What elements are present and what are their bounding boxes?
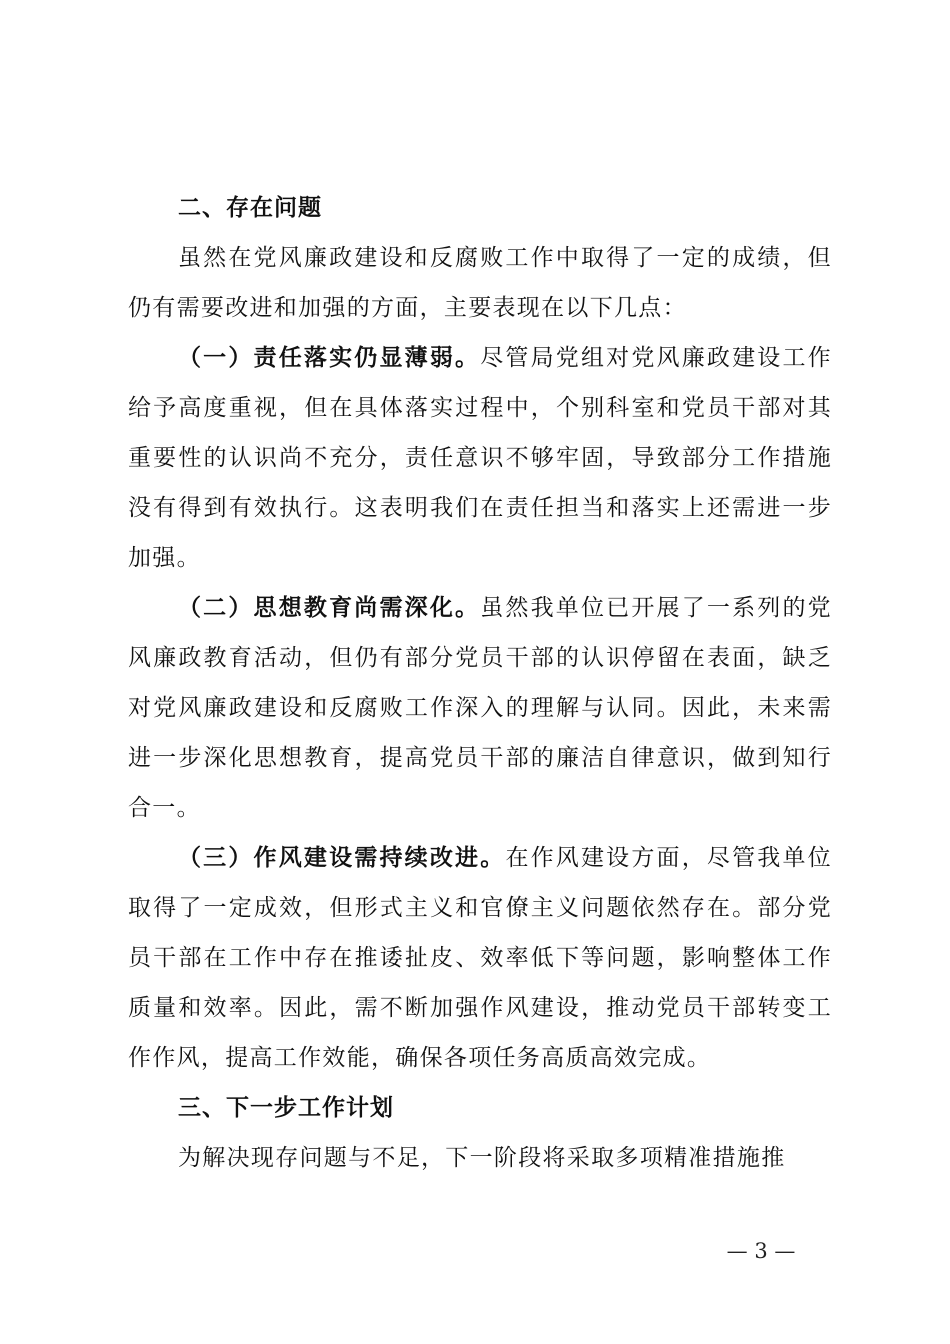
problem-item-1-body: 尽管局党组对党风廉政建设工作给予高度重视，但在具体落实过程中，个别科室和党员干部对其重要性的认识尚不充分，责任意识不够牢固，导致部分工作措施没有得到有效执行。这表明我们在责任担当和落实上还需进一步加强。 (128, 345, 832, 571)
problems-intro-paragraph: 虽然在党风廉政建设和反腐败工作中取得了一定的成绩，但仍有需要改进和加强的方面，主要表现在以下几点： (128, 245, 832, 321)
problem-item-1-title: （一）责任落实仍显薄弱。 (178, 345, 481, 371)
plan-intro-paragraph: 为解决现存问题与不足，下一阶段将采取多项精准措施推 (178, 1145, 786, 1171)
problem-item-3-title: （三）作风建设需持续改进。 (178, 845, 506, 871)
section-heading-problems: 二、存在问题 (178, 195, 322, 221)
problem-item-3-body: 在作风建设方面，尽管我单位取得了一定成效，但形式主义和官僚主义问题依然存在。部分党员干部在工作中存在推诿扯皮、效率低下等问题，影响整体工作质量和效率。因此，需不断加强作风建设，推动党员干部转变工作作风，提高工作效能，确保各项任务高质高效完成。 (128, 845, 832, 1071)
problem-item-2-body: 虽然我单位已开展了一系列的党风廉政教育活动，但仍有部分党员干部的认识停留在表面，缺乏对党风廉政建设和反腐败工作深入的理解与认同。因此，未来需进一步深化思想教育，提高党员干部的廉洁自律意识，做到知行合一。 (128, 595, 832, 821)
problem-item-2-title: （二）思想教育尚需深化。 (178, 595, 481, 621)
problem-item-3 (128, 833, 832, 1083)
section-heading-plan: 三、下一步工作计划 (178, 1095, 394, 1121)
problem-item-2 (128, 583, 832, 833)
document-body (128, 183, 832, 1183)
page-number: — 3 — (726, 1239, 796, 1263)
problem-item-1 (128, 333, 832, 583)
